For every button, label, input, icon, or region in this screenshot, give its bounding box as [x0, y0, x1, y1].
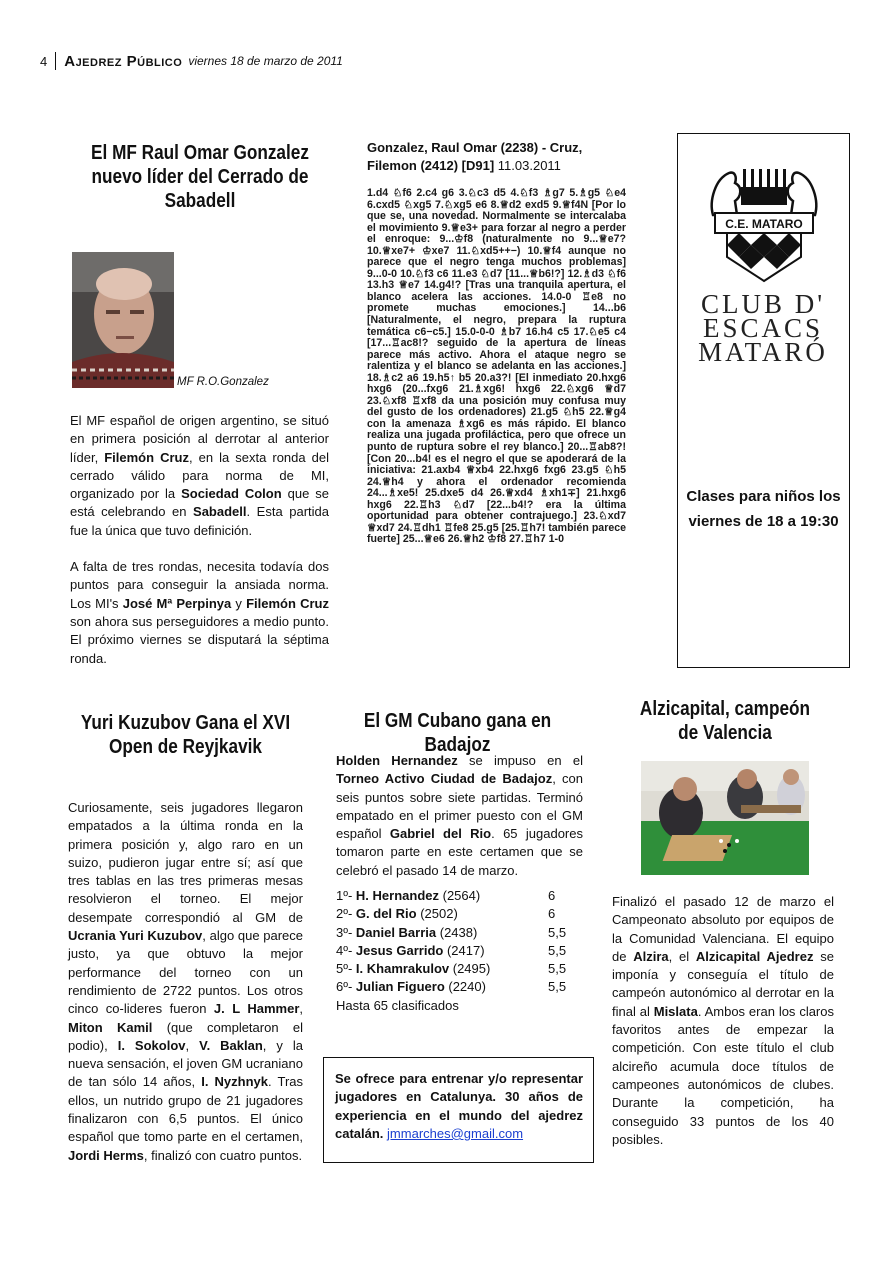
club-advert-box: [677, 133, 850, 668]
paragraph: El MF español de origen argentino, se situó en primera posición al derrotar al anterior líder, Filemón Cruz, en la sexta ronda del cerrado válido para norma de MI, organizado por la Sociedad Colon que se está celebrando en Sabadell. Esta partida fue la única que tuvo definición.: [70, 413, 330, 538]
article-body-alzicapital: [612, 893, 834, 1167]
results-row: 5º- I. Khamrakulov (2495) 5,5: [336, 961, 567, 977]
issue-date: viernes 18 de marzo de 2011: [188, 54, 343, 68]
results-table: [336, 887, 596, 1015]
article-title-gonzalez: El MF Raul Omar Gonzalez nuevo líder del Cerrado de Sabadell: [91, 142, 309, 212]
paragraph: Curiosamente, seis jugadores llegaron empatados a la última ronda en la primera posición y, algo raro en un suizo, pudieron jugar entre sí; así que tres tablas en las tres primeras mesas resolvieron el torneo. El mejor desempate correspondió al GM de Ucrania Yuri Kuzubov, algo que parece justo, ya que obtuvo la mejor performance del torneo con un rendimiento de 2722 puntos. Los otros cinco co-lideres fueron J. L Hammer, Miton Kamil (que completaron el podio), I. Sokolov, V. Baklan, y la nueva sensación, el joven GM ucraniano de tan sólo 14 años, I. Nyzhnyk. Tras ellos, un nutrido grupo de 21 jugadores finalizaron con 6,5 puntos. El único español que tomo parte en el certamen, Jordi Herms, finalizó con cuatro puntos.: [68, 800, 304, 1163]
photo-caption: MF R.O.Gonzalez: [177, 376, 269, 388]
publication-name: Ajedrez Público: [64, 52, 183, 70]
player-photo-image: [72, 252, 174, 388]
page-header: [40, 52, 343, 70]
header-divider: [55, 52, 56, 70]
results-row: 4º- Jesus Garrido (2417) 5,5: [336, 942, 567, 958]
game-date: 11.03.2011: [497, 158, 561, 173]
classes-notice: Clases para niños los viernes de 18 a 19:30: [686, 488, 841, 530]
club-name: CLUB D' ESCACS MATARÓ: [698, 289, 828, 367]
page-number: 4: [40, 53, 48, 69]
club-logo-text: C.E. MATARO: [725, 217, 803, 231]
tournament-photo: [641, 761, 809, 875]
results-row: 2º- G. del Rio (2502) 6: [336, 906, 556, 922]
paragraph: Holden Hernandez se impuso en el Torneo Activo Ciudad de Badajoz, con seis puntos sobre siete partidas. Terminó empatado en el primer puesto con el GM español Gabriel del Rio. 65 jugadores tomaron parte en este certamen que se celebró el pasado 14 de marzo.: [336, 753, 583, 878]
article-body-badajoz: [336, 752, 583, 898]
paragraph: Finalizó el pasado 12 de marzo el Campeonato absoluto por equipos de la Comunidad Valenciana. El equipo de Alzira, el Alzicapital Ajedrez se imponía y conseguía el título de campeón autonómico al derrotar en la final al Mislata. Ambos eran los claros favoritos antes de empezar la competición. Con este título el club alcireño acumula doce títulos de campeones autonómicos de clubes. Durante la competición, ha conseguido 33 puntos de los 40 posibles.: [612, 894, 834, 1147]
article-title-badajoz: El GM Cubano gana en Badajoz: [363, 710, 552, 756]
results-row: 3º- Daniel Barria (2438) 5,5: [336, 924, 567, 940]
results-footer: Hasta 65 clasificados: [336, 997, 459, 1013]
article-body-kuzubov: [68, 799, 303, 1183]
coaching-advert-box: [323, 1057, 594, 1163]
article-title-alzicapital: Alzicapital, campeón de Valencia: [639, 698, 811, 744]
results-row: 1º- H. Hernandez (2564) 6: [336, 888, 556, 903]
coaching-advert-text: Se ofrece para entrenar y/o representar jugadores en Catalunya. 30 años de experiencia en el mundo del ajedrez catalán. jmmarches@gmail.com: [335, 1071, 583, 1141]
game-heading: [367, 139, 627, 175]
tournament-photo-image: [641, 761, 809, 875]
article-body-gonzalez: [70, 412, 329, 686]
email-link[interactable]: jmmarches@gmail.com: [387, 1125, 524, 1141]
article-title-kuzubov: Yuri Kuzubov Gana el XVI Open de Reyjkavik: [80, 712, 291, 758]
paragraph: A falta de tres rondas, necesita todavía dos puntos para conseguir la ansiada norma. Los MI's José Mª Perpinya y Filemón Cruz son ahora sus perseguidores a medio punto. El próximo viernes se disputará la séptima ronda.: [70, 559, 329, 666]
game-players: Gonzalez, Raul Omar (2238) - Cruz, Filemon (2412) [D91]: [367, 140, 583, 173]
game-score: 1.d4 ♘f6 2.c4 g6 3.♘c3 d5 4.♘f3 ♗g7 5.♗g5 ♘e4 6.cxd5 ♘xg5 7.♘xg5 e6 8.♕d2 exd5 9.♕f4N [Por lo que se, una novedad. Normalmente se intercalaba el movimiento 9.♕e3+ para forzar al negro a perder el enroque: 9...♔f8 (naturalmente no 9...♕e7? 10.♕xe7+ ♔xe7 11.♘xd5++−) 10.♕f4 aunque no parece que el negro tenga muchos problemas] 9...0-0 10.♘f3 c6 11.e3 ♘d7 [11...♕b6!?] 12.♗d3 ♘f6 13.h3 ♕e7 14.g4!? [Tras una tranquila apertura, el blanco acelera las acciones. 14.0-0 ♖e8 no promete muchas emociones.] 14...b6 [Naturalmente, el negro, prepara la ruptura temática c6−c5.] 15.0-0-0 ♗b7 16.h4 c5 17.♘e5 c4 [17...♖ac8!? seguido de la apertura de líneas parece más activo. Ahora el ataque negro se ralentiza y el blanco se adelanta en las acciones.] 18.♗c2 a6 19.h5↑ b5 20.a3?! [El inmediato 20.hxg6 hxg6 (20...fxg6 21.♗xg6! hxg6 22.♘xg6 ♕d7 23.♘xf8 ♖xf8 da una posición muy confusa muy del gusto de los ordenadores) 21.g5 ♘h5 22.♕g4 con la amenaza ♗xg6 es más rápido. El blanco realiza una jugada profiláctica, pero que ofrece un punto de ruptura sobre el rey blanco.] 20...♖ab8?! [Con 20...b4! es el negro el que se apoderará de la iniciativa: 21.axb4 ♕xb4 22.hxg6 fxg6 23.g5 ♘h5 24.♕h4 y ahora el ordenador recomienda 24...♗xe5! 25.dxe5 d4 26.♕xd4 ♗xh1∓] 21.hxg6 hxg6 22.♖h3 ♘d7 [22...b4!? era la última oportunidad para obtener contrajuego.] 23.♘xd7 ♕xd7 24.♖dh1 ♖fe8 25.g5 [25.♖h7! también parece fuerte] 25...♕e6 26.♕h2 ♔f8 27.♖h7 1-0: [367, 187, 626, 546]
player-photo: [72, 252, 174, 388]
results-row: 6º- Julian Figuero (2240) 5,5: [336, 979, 567, 995]
club-logo: [707, 161, 821, 285]
